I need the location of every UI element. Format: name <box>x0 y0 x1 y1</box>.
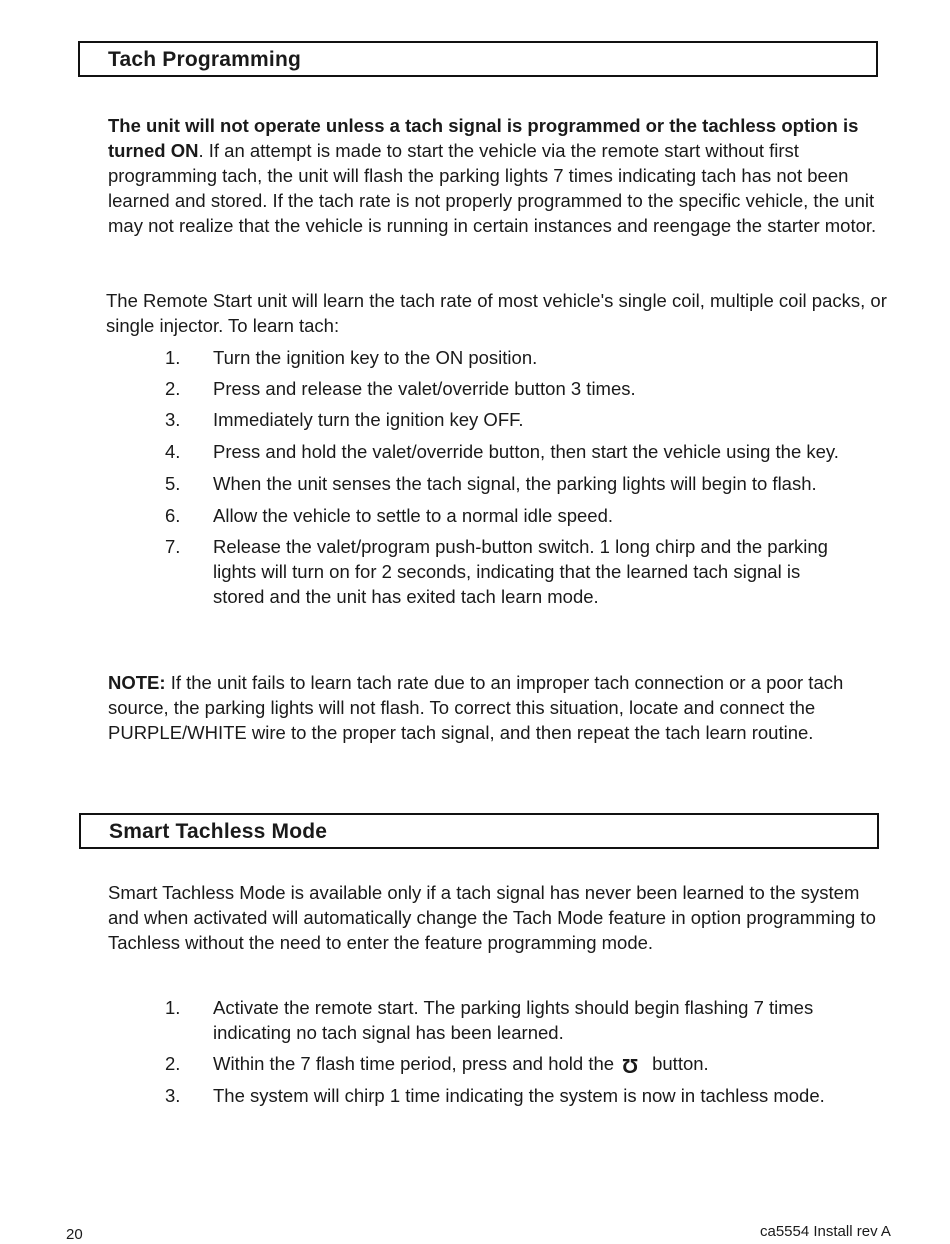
section-title: Tach Programming <box>108 48 302 71</box>
list-item <box>165 471 845 496</box>
note-label: NOTE: <box>108 672 166 693</box>
step-number: 5. <box>165 473 181 494</box>
tach-intro-paragraph <box>108 113 878 238</box>
step-number: 4. <box>165 441 181 462</box>
step-number: 7. <box>165 536 181 557</box>
step-text: Press and hold the valet/override button, then start the vehicle using the key. <box>213 441 839 462</box>
step-number: 1. <box>165 997 181 1018</box>
step-text <box>213 1051 845 1077</box>
list-item <box>165 345 845 370</box>
tach-intro-text: . If an attempt is made to start the vehicle via the remote start without first programming tach, the unit will flash the parking lights 7 times indicating tach has not been learned and stored. If the tach rate is not properly programmed to the specific vehicle, the unit may not realize that the vehicle is running in certain instances and reengage the starter motor. <box>108 140 877 236</box>
list-item <box>165 407 845 432</box>
smart-steps-list <box>165 995 845 1108</box>
step-text-before: Within the 7 flash time period, press and hold the <box>213 1053 615 1074</box>
note-paragraph <box>108 670 878 745</box>
learn-intro-paragraph: The Remote Start unit will learn the tach rate of most vehicle's single coil, multiple coil packs, or single injector. To learn tach: <box>106 290 887 336</box>
list-item <box>165 534 845 609</box>
list-item <box>165 1083 845 1108</box>
tach-steps-list <box>165 345 845 609</box>
list-item <box>165 995 845 1045</box>
step-text: Press and release the valet/override button 3 times. <box>213 378 636 399</box>
document-id: ca5554 Install rev A <box>760 1223 891 1240</box>
tach-warning-bold: The unit will not operate unless a tach signal is programmed or the tachless option is turned ON <box>108 115 859 161</box>
smart-intro-paragraph: Smart Tachless Mode is available only if a tach signal has never been learned to the system and when activated will automatically change the Tach Mode feature in option programming to Tachless without the need to enter the feature programming mode. <box>108 882 876 953</box>
step-number: 1. <box>165 347 181 368</box>
list-item <box>165 503 845 528</box>
step-text: When the unit senses the tach signal, the parking lights will begin to flash. <box>213 473 817 494</box>
list-item <box>165 376 845 401</box>
step-number: 3. <box>165 1085 181 1106</box>
list-item <box>165 1051 845 1077</box>
step-number: 6. <box>165 505 181 526</box>
step-number: 3. <box>165 409 181 430</box>
step-text: Allow the vehicle to settle to a normal idle speed. <box>213 505 614 526</box>
list-item <box>165 439 845 464</box>
step-text: The system will chirp 1 time indicating the system is now in tachless mode. <box>213 1085 825 1106</box>
step-text: Activate the remote start. The parking lights should begin flashing 7 times indicating no tach signal has been learned. <box>213 997 814 1043</box>
remote-start-button-icon: Ω <box>622 1054 639 1076</box>
step-text: Turn the ignition key to the ON position. <box>213 347 538 368</box>
section-header-tach-programming <box>78 41 878 77</box>
step-text-after: button. <box>652 1053 709 1074</box>
page-number: 20 <box>66 1226 83 1243</box>
note-text: If the unit fails to learn tach rate due to an improper tach connection or a poor tach source, the parking lights will not flash. To correct this situation, locate and connect the PURPLE/WHITE wire to the proper tach signal, and then repeat the tach learn routine. <box>108 672 844 743</box>
section-title: Smart Tachless Mode <box>109 820 328 843</box>
step-number: 2. <box>165 378 181 399</box>
section-header-smart-tachless <box>79 813 879 849</box>
step-number: 2. <box>165 1053 181 1074</box>
step-text: Release the valet/program push-button switch. 1 long chirp and the parking lights will turn on for 2 seconds, indicating that the learned tach signal is stored and the unit has exited tach learn mode. <box>213 536 828 607</box>
step-text: Immediately turn the ignition key OFF. <box>213 409 524 430</box>
